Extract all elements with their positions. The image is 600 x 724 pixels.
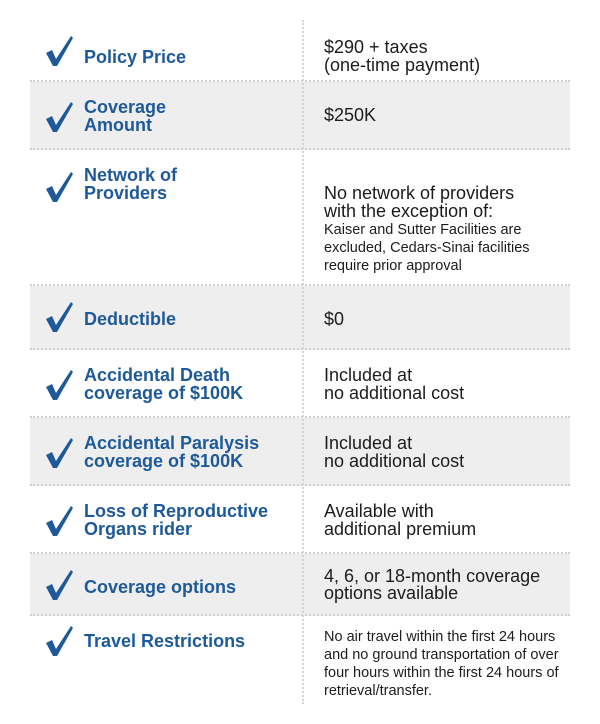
network-exception-note: Kaiser and Sutter Facilities are excluded, Cedars-Sinai facilities require prior approval [324, 222, 530, 274]
table-row [30, 486, 570, 554]
row-label-accidental-death: Accidental Death coverage of $100K [84, 365, 244, 403]
network-value-text: No network of providers with the exception of: [324, 183, 515, 221]
row-value-deductible: $0 [324, 309, 345, 329]
table-row [30, 20, 570, 82]
row-label-coverage-amount: Coverage Amount [84, 97, 167, 135]
row-label-accidental-paralysis: Accidental Paralysis coverage of $100K [84, 433, 260, 471]
checkmark-icon [44, 436, 74, 470]
checkmark-icon [44, 34, 74, 68]
row-label-network-of-providers: Network of Providers [84, 165, 178, 203]
table-row [30, 82, 570, 150]
checkmark-icon [44, 504, 74, 538]
checkmark-icon [44, 100, 74, 134]
checkmark-icon [44, 568, 74, 602]
row-value-accidental-paralysis: Included at no additional cost [324, 433, 465, 471]
checkmark-icon [44, 368, 74, 402]
checkmark-icon [44, 624, 74, 658]
checkmark-icon [44, 300, 74, 334]
row-label-coverage-options: Coverage options [84, 577, 237, 597]
row-value-network-of-providers [324, 166, 564, 293]
row-value-coverage-amount: $250K [324, 105, 377, 125]
table-row [30, 616, 570, 720]
row-label-reproductive-organs-rider: Loss of Reproductive Organs rider [84, 501, 269, 539]
row-label-deductible: Deductible [84, 309, 177, 329]
row-value-accidental-death: Included at no additional cost [324, 365, 465, 403]
checkmark-icon [44, 170, 74, 204]
row-value-reproductive-organs-rider: Available with additional premium [324, 501, 477, 539]
row-value-policy-price: $290 + taxes (one-time payment) [324, 37, 481, 75]
row-label-policy-price: Policy Price [84, 47, 187, 67]
table-row [30, 554, 570, 616]
column-divider [302, 20, 304, 704]
table-row [30, 150, 570, 286]
table-row [30, 286, 570, 350]
row-value-travel-restrictions: No air travel within the first 24 hours and no ground transportation of over four hours within the first 24 hours of retrieval/transfer. [324, 629, 559, 699]
table-row [30, 418, 570, 486]
row-value-coverage-options: 4, 6, or 18-month coverage options available [324, 566, 541, 603]
row-label-travel-restrictions: Travel Restrictions [84, 631, 246, 651]
table-row [30, 350, 570, 418]
